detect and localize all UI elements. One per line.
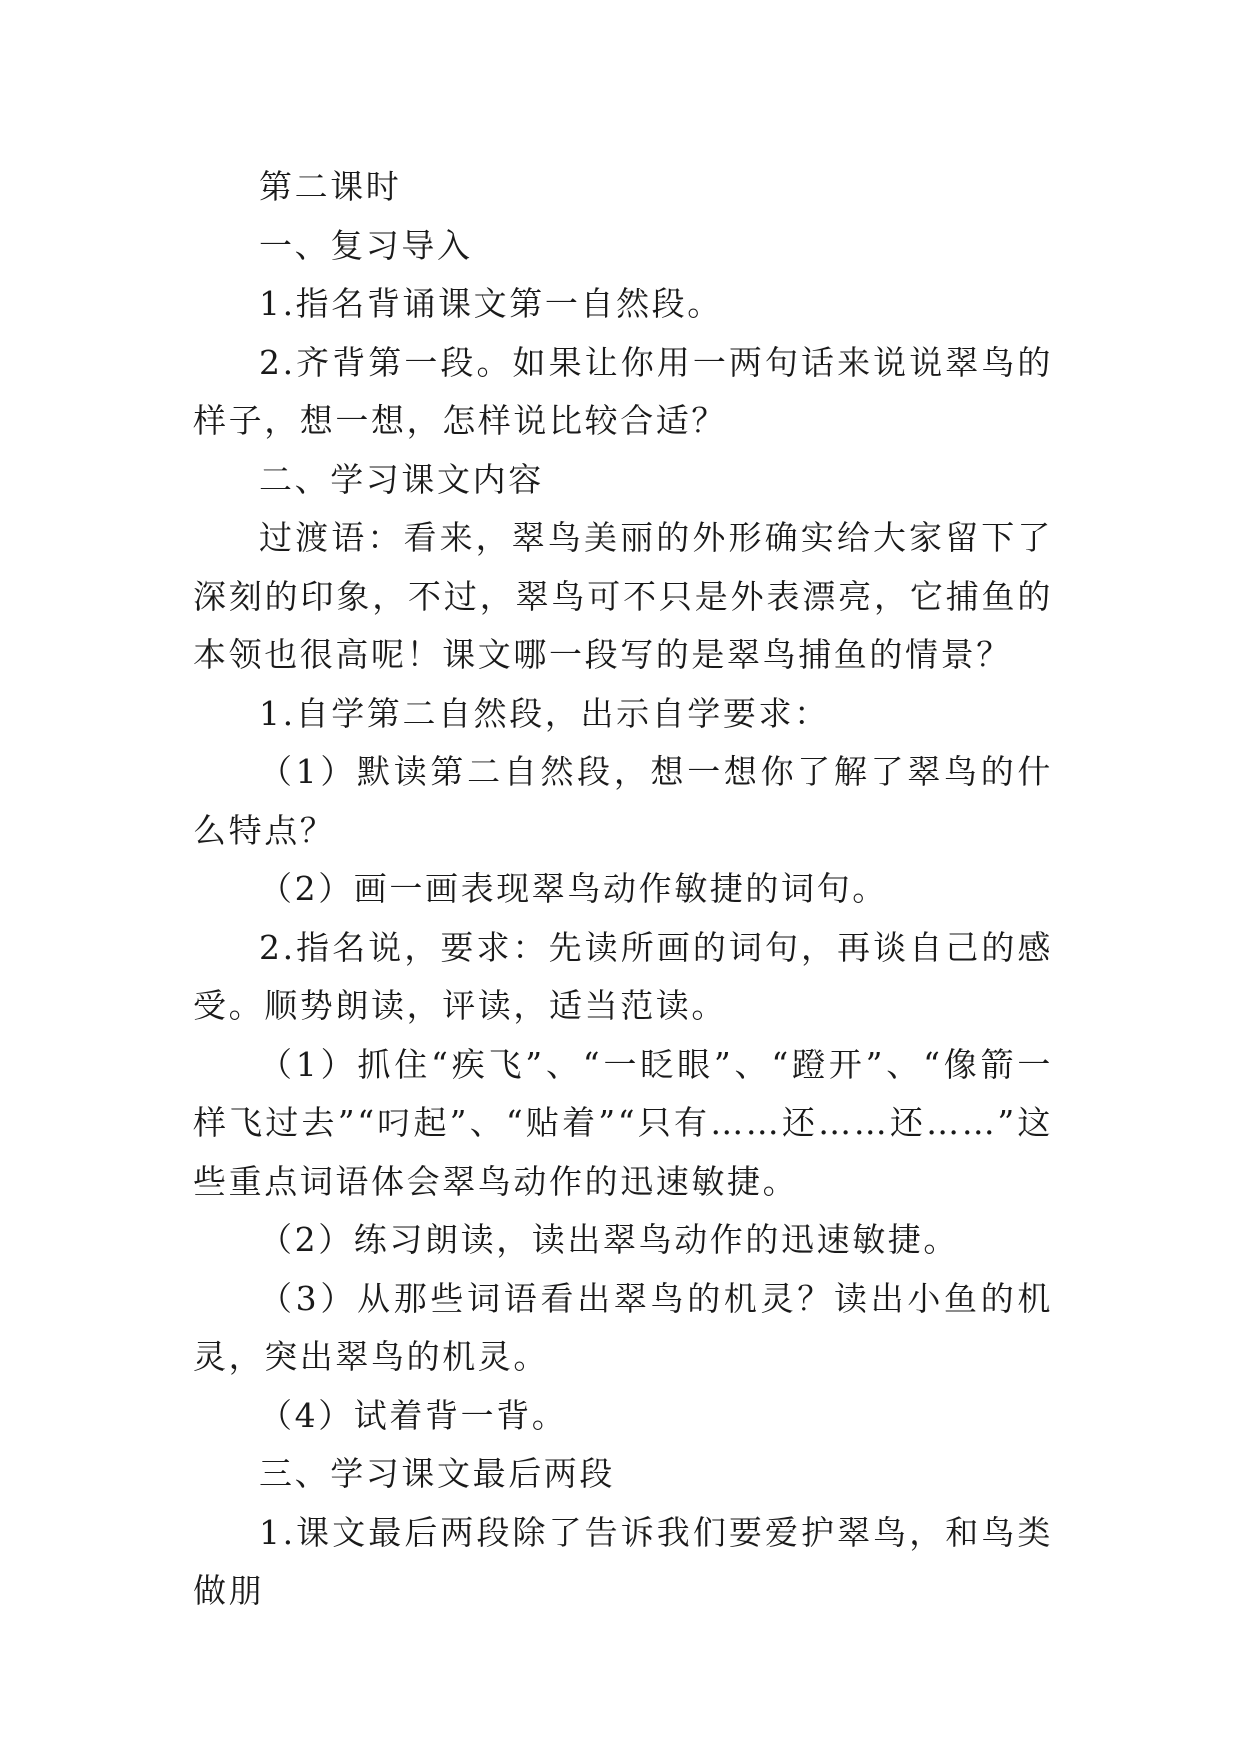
paragraph: 1.课文最后两段除了告诉我们要爱护翠鸟，和鸟类做朋 bbox=[193, 1512, 1053, 1610]
paragraph: （3）从那些词语看出翠鸟的机灵？读出小鱼的机灵，突出翠鸟的机灵。 bbox=[193, 1278, 1053, 1376]
paragraph: 1.自学第二自然段，出示自学要求： bbox=[259, 693, 830, 733]
section-heading-review: 一、复习导入 bbox=[259, 225, 473, 265]
document-body bbox=[193, 158, 1053, 1621]
paragraph: 2.齐背第一段。如果让你用一两句话来说说翠鸟的样子，想一想，怎样说比较合适？ bbox=[193, 342, 1053, 440]
section-heading-last-paragraphs: 三、学习课文最后两段 bbox=[259, 1454, 615, 1493]
paragraph: （1）默读第二自然段，想一想你了解了翠鸟的什么特点？ bbox=[193, 752, 1053, 850]
paragraph: 2.指名说，要求：先读所画的词句，再谈自己的感受。顺势朗读，评读，适当范读。 bbox=[193, 927, 1053, 1025]
paragraph: 过渡语：看来，翠鸟美丽的外形确实给大家留下了深刻的印象，不过，翠鸟可不只是外表漂亮，它捕鱼的本领也很高呢！课文哪一段写的是翠鸟捕鱼的情景？ bbox=[193, 518, 1053, 674]
lesson-heading: 第二课时 bbox=[259, 167, 402, 206]
paragraph: （1）抓住“疾飞”、“一眨眼”、“蹬开”、“像箭一样飞过去”“叼起”、“贴着”“只有……还……还……”这些重点词语体会翠鸟动作的迅速敏捷。 bbox=[193, 1044, 1053, 1201]
paragraph: （4）试着背一背。 bbox=[259, 1395, 568, 1435]
section-heading-content: 二、学习课文内容 bbox=[259, 459, 544, 499]
paragraph: 1.指名背诵课文第一自然段。 bbox=[259, 284, 723, 323]
paragraph: （2）练习朗读，读出翠鸟动作的迅速敏捷。 bbox=[259, 1220, 959, 1259]
paragraph: （2）画一画表现翠鸟动作敏捷的词句。 bbox=[259, 869, 888, 908]
